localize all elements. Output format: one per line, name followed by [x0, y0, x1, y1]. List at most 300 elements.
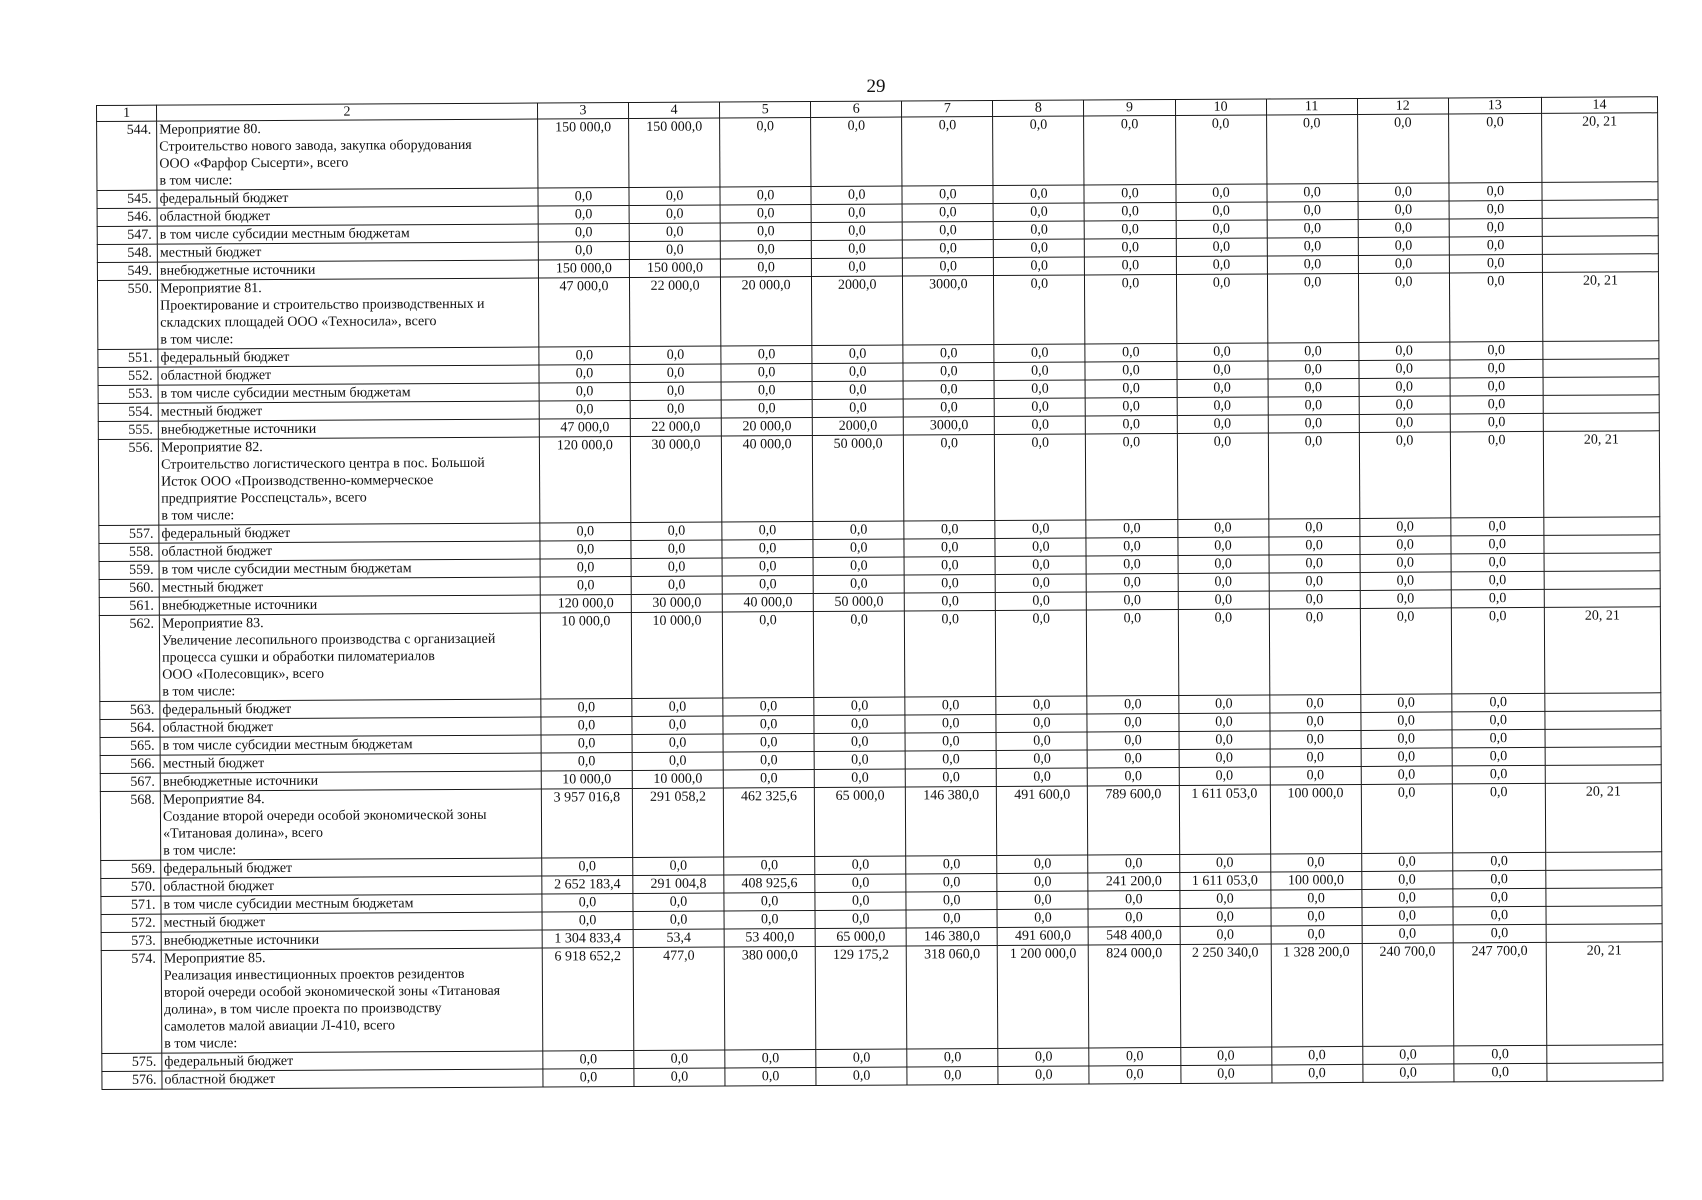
- amount-cell: 30 000,0: [630, 436, 722, 523]
- amount-cell: 0,0: [1088, 854, 1179, 873]
- amount-cell: 1 328 200,0: [1271, 943, 1363, 1047]
- row-description: [157, 119, 538, 190]
- amount-cell: 0,0: [721, 346, 812, 365]
- target-indicator-cell: [1545, 747, 1661, 766]
- description-line: предприятие Росспецсталь», всего: [161, 490, 367, 507]
- amount-cell: 0,0: [905, 592, 996, 611]
- amount-cell: 0,0: [1449, 236, 1542, 255]
- amount-cell: 0,0: [1085, 361, 1176, 380]
- amount-cell: 0,0: [1179, 749, 1270, 768]
- amount-cell: 0,0: [632, 752, 723, 771]
- amount-cell: 0,0: [538, 188, 629, 207]
- amount-cell: 0,0: [1358, 183, 1449, 202]
- description-line: Строительство логистического центра в пос. Большой: [161, 455, 485, 473]
- amount-cell: 2 652 183,4: [542, 876, 633, 895]
- amount-cell: 150 000,0: [629, 118, 720, 188]
- amount-cell: 0,0: [814, 697, 905, 716]
- amount-cell: 0,0: [1268, 518, 1359, 537]
- target-indicator-cell: [1544, 589, 1660, 608]
- amount-cell: 0,0: [904, 556, 995, 575]
- amount-cell: 0,0: [631, 558, 722, 577]
- amount-cell: 0,0: [722, 558, 813, 577]
- row-number: 565.: [100, 737, 160, 755]
- row-number: 560.: [99, 579, 159, 597]
- amount-cell: 0,0: [903, 398, 994, 417]
- row-description: [157, 206, 538, 226]
- amount-cell: 0,0: [725, 1067, 816, 1086]
- amount-cell: 6 918 652,2: [542, 948, 634, 1052]
- amount-cell: 0,0: [1453, 906, 1546, 925]
- amount-cell: 0,0: [720, 187, 811, 206]
- amount-cell: 0,0: [1360, 536, 1451, 555]
- amount-cell: 0,0: [816, 1067, 907, 1086]
- row-number: 576.: [102, 1071, 162, 1089]
- row-number: 567.: [100, 773, 160, 791]
- amount-cell: 50 000,0: [813, 593, 904, 612]
- row-description: [159, 559, 540, 579]
- amount-cell: 2 250 340,0: [1180, 944, 1272, 1048]
- amount-cell: 53,4: [633, 929, 724, 948]
- amount-cell: 0,0: [1267, 273, 1358, 343]
- row-number: 573.: [101, 932, 161, 950]
- target-indicator-cell: [1546, 924, 1662, 943]
- amount-cell: 0,0: [725, 1049, 816, 1068]
- description-line: Мероприятие 81.: [160, 281, 262, 297]
- amount-cell: 0,0: [997, 768, 1088, 787]
- amount-cell: 0,0: [1087, 573, 1178, 592]
- amount-cell: 0,0: [1085, 343, 1176, 362]
- target-indicator-cell: 20, 21: [1546, 942, 1663, 1046]
- amount-cell: 0,0: [1450, 431, 1544, 518]
- amount-cell: 0,0: [633, 857, 724, 876]
- amount-cell: 0,0: [811, 240, 902, 259]
- column-header: 7: [902, 100, 993, 117]
- amount-cell: 0,0: [1359, 342, 1450, 361]
- amount-cell: 47 000,0: [538, 278, 629, 348]
- amount-cell: 0,0: [1269, 694, 1360, 713]
- amount-cell: 0,0: [1271, 907, 1362, 926]
- description-line: местный бюджет: [161, 580, 264, 596]
- description-line: в том числе:: [162, 684, 236, 700]
- row-number: 556.: [98, 439, 159, 525]
- description-line: федеральный бюджет: [164, 1053, 294, 1070]
- amount-cell: 0,0: [1085, 256, 1176, 275]
- amount-cell: 0,0: [997, 891, 1088, 910]
- amount-cell: 0,0: [539, 401, 630, 420]
- amount-cell: 0,0: [1084, 184, 1175, 203]
- amount-cell: 0,0: [1269, 554, 1360, 573]
- row-description: [161, 930, 542, 950]
- amount-cell: 0,0: [1359, 396, 1450, 415]
- amount-cell: 0,0: [1269, 572, 1360, 591]
- amount-cell: 0,0: [542, 894, 633, 913]
- amount-cell: 0,0: [815, 910, 906, 929]
- row-number: 561.: [99, 597, 159, 615]
- amount-cell: 0,0: [720, 205, 811, 224]
- amount-cell: 0,0: [1270, 853, 1361, 872]
- description-line: в том числе субсидии местным бюджетам: [160, 385, 411, 402]
- row-description: [160, 699, 541, 719]
- amount-cell: 0,0: [633, 893, 724, 912]
- table-row: [101, 942, 1663, 1054]
- description-line: в том числе:: [164, 1036, 238, 1052]
- amount-cell: 0,0: [1451, 589, 1544, 608]
- row-description: [158, 401, 539, 421]
- amount-cell: 0,0: [1266, 114, 1357, 184]
- amount-cell: 65 000,0: [815, 928, 906, 947]
- column-header: 13: [1448, 97, 1541, 114]
- amount-cell: 0,0: [720, 223, 811, 242]
- amount-cell: 0,0: [1267, 219, 1358, 238]
- amount-cell: 0,0: [1088, 767, 1179, 786]
- amount-cell: 491 600,0: [997, 786, 1088, 856]
- amount-cell: 0,0: [1450, 395, 1543, 414]
- amount-cell: 0,0: [1178, 713, 1269, 732]
- amount-cell: 0,0: [995, 574, 1086, 593]
- amount-cell: 462 325,6: [723, 787, 814, 857]
- target-indicator-cell: 20, 21: [1542, 272, 1658, 342]
- description-line: в том числе:: [160, 332, 234, 348]
- row-description: [162, 1069, 543, 1089]
- amount-cell: 0,0: [904, 434, 996, 521]
- amount-cell: 0,0: [1361, 784, 1452, 854]
- amount-cell: 0,0: [1178, 591, 1269, 610]
- amount-cell: 50 000,0: [813, 435, 905, 522]
- target-indicator-cell: 20, 21: [1544, 607, 1661, 694]
- amount-cell: 0,0: [631, 522, 722, 541]
- description-line: Исток ООО «Производственно-коммерческое: [161, 473, 434, 490]
- amount-cell: 0,0: [1361, 748, 1452, 767]
- amount-cell: 0,0: [811, 222, 902, 241]
- amount-cell: 0,0: [994, 221, 1085, 240]
- amount-cell: 0,0: [543, 1051, 634, 1070]
- amount-cell: 0,0: [541, 753, 632, 772]
- amount-cell: 291 058,2: [632, 788, 723, 858]
- amount-cell: 0,0: [1362, 1046, 1453, 1065]
- description-line: Реализация инвестиционных проектов резидентов: [163, 966, 465, 984]
- description-line: ООО «Полесовщик», всего: [162, 666, 324, 683]
- amount-cell: 0,0: [998, 1066, 1089, 1085]
- description-line: областной бюджет: [159, 209, 271, 225]
- amount-cell: 0,0: [1087, 695, 1178, 714]
- target-indicator-cell: [1542, 200, 1658, 219]
- budget-table-sheet: [96, 96, 1663, 1090]
- amount-cell: 0,0: [1177, 433, 1269, 520]
- amount-cell: 0,0: [1361, 871, 1452, 890]
- description-line: «Титановая долина», всего: [163, 825, 324, 842]
- description-line: областной бюджет: [162, 720, 274, 736]
- amount-cell: 0,0: [994, 275, 1085, 345]
- amount-cell: 0,0: [631, 576, 722, 595]
- amount-cell: 0,0: [1085, 274, 1176, 344]
- row-description: [158, 278, 539, 349]
- amount-cell: 0,0: [720, 259, 811, 278]
- column-header: 11: [1266, 98, 1357, 115]
- amount-cell: 0,0: [1362, 925, 1453, 944]
- amount-cell: 1 304 833,4: [542, 930, 633, 949]
- amount-cell: 0,0: [905, 750, 996, 769]
- amount-cell: 47 000,0: [539, 419, 630, 438]
- row-number: 545.: [97, 190, 157, 208]
- row-number: 574.: [101, 950, 162, 1053]
- amount-cell: 0,0: [993, 185, 1084, 204]
- amount-cell: 0,0: [1453, 924, 1546, 943]
- amount-cell: 0,0: [629, 223, 720, 242]
- row-description: [159, 613, 540, 701]
- description-line: в том числе:: [161, 508, 235, 524]
- target-indicator-cell: [1547, 1063, 1663, 1082]
- row-description: [161, 858, 542, 878]
- row-number: 547.: [97, 226, 157, 244]
- amount-cell: 0,0: [1177, 519, 1268, 538]
- description-line: федеральный бюджет: [163, 860, 293, 877]
- row-number: 569.: [101, 860, 161, 878]
- amount-cell: 0,0: [1454, 1063, 1547, 1082]
- amount-cell: 789 600,0: [1088, 785, 1179, 855]
- amount-cell: 0,0: [1268, 414, 1359, 433]
- amount-cell: 0,0: [1361, 766, 1452, 785]
- amount-cell: 0,0: [1267, 183, 1358, 202]
- amount-cell: 0,0: [1271, 1064, 1362, 1083]
- amount-cell: 0,0: [996, 696, 1087, 715]
- description-line: областной бюджет: [164, 1072, 276, 1088]
- amount-cell: 0,0: [722, 522, 813, 541]
- column-header: 6: [811, 101, 902, 118]
- row-number: 575.: [102, 1053, 162, 1071]
- amount-cell: 0,0: [723, 697, 814, 716]
- amount-cell: 0,0: [721, 382, 812, 401]
- amount-cell: 0,0: [538, 224, 629, 243]
- description-line: в том числе субсидии местным бюджетам: [163, 896, 414, 913]
- amount-cell: 0,0: [634, 1068, 725, 1087]
- description-line: Мероприятие 83.: [161, 616, 264, 632]
- amount-cell: 0,0: [1179, 854, 1270, 873]
- amount-cell: 0,0: [1449, 272, 1543, 342]
- amount-cell: 2000,0: [812, 417, 903, 436]
- amount-cell: 0,0: [1271, 925, 1362, 944]
- amount-cell: 0,0: [720, 118, 811, 188]
- amount-cell: 150 000,0: [538, 260, 629, 279]
- amount-cell: 0,0: [1270, 730, 1361, 749]
- amount-cell: 0,0: [1363, 1064, 1454, 1083]
- row-description: [160, 753, 541, 773]
- description-line: процесса сушки и обработки пиломатериалов: [162, 649, 435, 666]
- row-number: 548.: [97, 244, 157, 262]
- amount-cell: 0,0: [995, 538, 1086, 557]
- amount-cell: 0,0: [1178, 609, 1270, 696]
- row-number: 552.: [98, 367, 158, 385]
- amount-cell: 0,0: [1454, 1045, 1547, 1064]
- amount-cell: 0,0: [720, 241, 811, 260]
- description-line: внебюджетные источники: [162, 773, 319, 790]
- amount-cell: 0,0: [1267, 201, 1358, 220]
- amount-cell: 0,0: [903, 257, 994, 276]
- amount-cell: 0,0: [723, 715, 814, 734]
- amount-cell: 0,0: [814, 611, 906, 698]
- amount-cell: 0,0: [993, 203, 1084, 222]
- column-header: 5: [720, 102, 811, 119]
- target-indicator-cell: [1542, 218, 1658, 237]
- amount-cell: 1 611 053,0: [1179, 872, 1270, 891]
- table-row: [99, 607, 1660, 702]
- amount-cell: 0,0: [994, 344, 1085, 363]
- amount-cell: 0,0: [1267, 342, 1358, 361]
- row-number: 562.: [99, 615, 160, 701]
- amount-cell: 0,0: [1451, 553, 1544, 572]
- amount-cell: 0,0: [630, 400, 721, 419]
- amount-cell: 0,0: [814, 751, 905, 770]
- description-line: внебюджетные источники: [159, 262, 316, 279]
- amount-cell: 0,0: [1086, 519, 1177, 538]
- row-number: 563.: [100, 701, 160, 719]
- amount-cell: 0,0: [632, 698, 723, 717]
- row-description: [161, 894, 542, 914]
- amount-cell: 0,0: [1180, 926, 1271, 945]
- amount-cell: 0,0: [1358, 237, 1449, 256]
- amount-cell: 0,0: [813, 575, 904, 594]
- amount-cell: 240 700,0: [1362, 943, 1454, 1047]
- amount-cell: 548 400,0: [1089, 926, 1180, 945]
- amount-cell: 0,0: [997, 909, 1088, 928]
- description-line: федеральный бюджет: [160, 349, 290, 366]
- amount-cell: 0,0: [996, 610, 1088, 697]
- amount-cell: 0,0: [1175, 184, 1266, 203]
- amount-cell: 100 000,0: [1270, 871, 1361, 890]
- amount-cell: 0,0: [812, 258, 903, 277]
- amount-cell: 0,0: [905, 768, 996, 787]
- amount-cell: 150 000,0: [538, 119, 629, 189]
- amount-cell: 120 000,0: [539, 437, 631, 524]
- amount-cell: 146 380,0: [906, 786, 997, 856]
- amount-cell: 0,0: [816, 1049, 907, 1068]
- row-number: 566.: [100, 755, 160, 773]
- amount-cell: 0,0: [1358, 201, 1449, 220]
- row-number: 564.: [100, 719, 160, 737]
- target-indicator-cell: [1544, 553, 1660, 572]
- row-description: [158, 365, 539, 385]
- amount-cell: 0,0: [1089, 1047, 1180, 1066]
- amount-cell: 0,0: [1088, 749, 1179, 768]
- amount-cell: 241 200,0: [1088, 872, 1179, 891]
- amount-cell: 0,0: [629, 205, 720, 224]
- amount-cell: 10 000,0: [541, 771, 632, 790]
- amount-cell: 0,0: [721, 400, 812, 419]
- amount-cell: 0,0: [811, 186, 902, 205]
- amount-cell: 0,0: [1362, 907, 1453, 926]
- amount-cell: 0,0: [1451, 517, 1544, 536]
- amount-cell: 0,0: [1088, 908, 1179, 927]
- amount-cell: 0,0: [1085, 238, 1176, 257]
- amount-cell: 0,0: [904, 574, 995, 593]
- description-line: местный бюджет: [160, 404, 263, 420]
- row-description: [157, 260, 538, 280]
- amount-cell: 0,0: [543, 1069, 634, 1088]
- amount-cell: 0,0: [996, 732, 1087, 751]
- description-line: Создание второй очереди особой экономической зоны: [162, 807, 487, 825]
- amount-cell: 0,0: [1177, 397, 1268, 416]
- amount-cell: 0,0: [902, 203, 993, 222]
- amount-cell: 0,0: [811, 117, 902, 187]
- amount-cell: 0,0: [723, 733, 814, 752]
- amount-cell: 0,0: [1179, 731, 1270, 750]
- amount-cell: 0,0: [1359, 360, 1450, 379]
- amount-cell: 0,0: [1359, 378, 1450, 397]
- amount-cell: 0,0: [539, 383, 630, 402]
- column-header: 12: [1357, 98, 1448, 115]
- row-description: [157, 224, 538, 244]
- amount-cell: 0,0: [903, 344, 994, 363]
- target-indicator-cell: [1544, 517, 1660, 536]
- row-description: [161, 948, 542, 1053]
- row-number: 551.: [98, 349, 158, 367]
- amount-cell: 0,0: [721, 364, 812, 383]
- table-row: [97, 113, 1658, 191]
- amount-cell: 0,0: [993, 116, 1084, 186]
- row-description: [161, 912, 542, 932]
- amount-cell: 0,0: [1179, 767, 1270, 786]
- target-indicator-cell: [1543, 341, 1659, 360]
- amount-cell: 0,0: [1360, 694, 1451, 713]
- amount-cell: 0,0: [997, 855, 1088, 874]
- amount-cell: 3000,0: [904, 416, 995, 435]
- amount-cell: 0,0: [904, 520, 995, 539]
- target-indicator-cell: [1543, 413, 1659, 432]
- amount-cell: 0,0: [994, 380, 1085, 399]
- amount-cell: 0,0: [1360, 590, 1451, 609]
- budget-table: [96, 96, 1663, 1090]
- description-line: Мероприятие 80.: [159, 122, 261, 138]
- amount-cell: 0,0: [539, 365, 630, 384]
- row-number: 571.: [101, 896, 161, 914]
- amount-cell: 0,0: [631, 540, 722, 559]
- amount-cell: 40 000,0: [721, 436, 813, 523]
- row-number: 554.: [98, 403, 158, 421]
- description-line: областной бюджет: [161, 544, 273, 560]
- amount-cell: 0,0: [994, 398, 1085, 417]
- amount-cell: 2000,0: [812, 276, 903, 346]
- amount-cell: 0,0: [994, 239, 1085, 258]
- amount-cell: 0,0: [1087, 609, 1179, 696]
- amount-cell: 0,0: [1450, 359, 1543, 378]
- amount-cell: 0,0: [812, 381, 903, 400]
- amount-cell: 0,0: [723, 751, 814, 770]
- target-indicator-cell: [1544, 535, 1660, 554]
- column-header: 9: [1084, 99, 1175, 116]
- amount-cell: 0,0: [541, 717, 632, 736]
- amount-cell: 22 000,0: [630, 277, 721, 347]
- amount-cell: 0,0: [902, 185, 993, 204]
- description-line: внебюджетные источники: [163, 932, 320, 949]
- row-number: 559.: [99, 561, 159, 579]
- amount-cell: 0,0: [1360, 608, 1452, 695]
- column-header: 1: [97, 105, 157, 121]
- amount-cell: 0,0: [906, 891, 997, 910]
- amount-cell: 0,0: [724, 910, 815, 929]
- target-indicator-cell: [1545, 693, 1661, 712]
- amount-cell: 0,0: [630, 364, 721, 383]
- amount-cell: 0,0: [1089, 1065, 1180, 1084]
- amount-cell: 0,0: [1358, 273, 1449, 343]
- amount-cell: 1 200 000,0: [998, 945, 1090, 1049]
- amount-cell: 0,0: [1360, 572, 1451, 591]
- amount-cell: 0,0: [1452, 852, 1545, 871]
- description-line: в том числе:: [159, 173, 233, 189]
- amount-cell: 0,0: [1451, 571, 1544, 590]
- target-indicator-cell: [1545, 765, 1661, 784]
- page-number: 29: [866, 76, 886, 97]
- amount-cell: 0,0: [903, 362, 994, 381]
- amount-cell: 1 611 053,0: [1179, 785, 1270, 855]
